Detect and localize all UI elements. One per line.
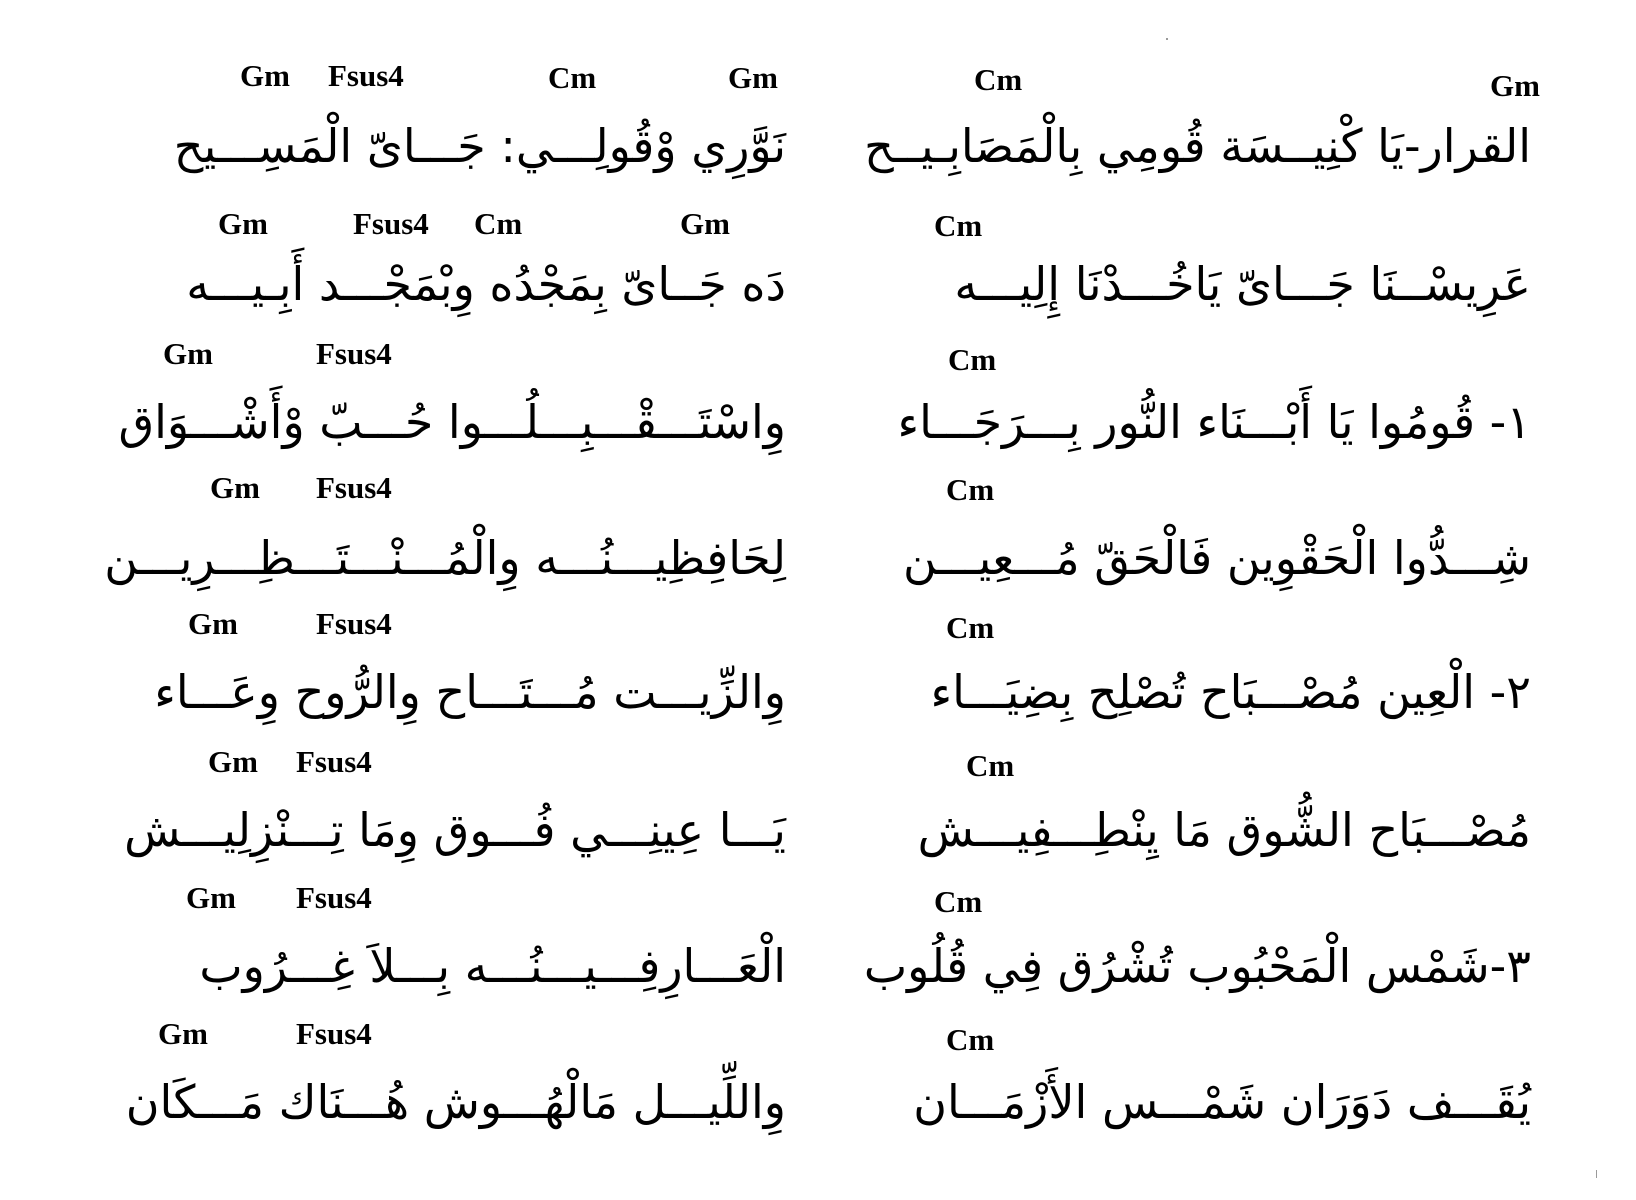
- chord-label: Fsus4: [316, 606, 392, 641]
- song-row: [0, 592, 1636, 724]
- scan-speck: [1596, 1170, 1597, 1178]
- chord-label: Fsus4: [296, 744, 372, 779]
- lyric-line-left: نَوَّرِي وْقُولِـــي: جَـــاىّ الْمَسِـــيح: [173, 119, 786, 173]
- chord-label: Cm: [934, 884, 983, 919]
- song-row: [0, 320, 1636, 452]
- song-row: [0, 728, 1636, 860]
- chord-label: Cm: [948, 342, 997, 377]
- chord-label: Fsus4: [296, 880, 372, 915]
- song-row: [0, 1000, 1636, 1132]
- chord-label: Gm: [240, 58, 290, 93]
- lyric-line-right: مُصْـــبَاح الشُّوق مَا يِنْطِـــفِيـــش: [917, 803, 1531, 857]
- lyric-line-right: شِـــدُّوا الْحَقْوِين فَالْحَقّ مُـــعِيـــن: [903, 531, 1531, 585]
- song-row: [0, 864, 1636, 996]
- chord-label: Cm: [946, 610, 995, 645]
- lyric-line-right: ٢- الْعِين مُصْـــبَاح تُصْلِح بِضِيَـــاء: [930, 665, 1531, 719]
- scan-speck: [1166, 38, 1168, 40]
- chord-label: Gm: [1490, 68, 1540, 103]
- chord-label: Gm: [680, 206, 730, 241]
- chord-label: Gm: [728, 60, 778, 95]
- chord-label: Cm: [474, 206, 523, 241]
- chord-label: Gm: [163, 336, 213, 371]
- lyric-line-right: عَرِيسْــنَا جَـــاىّ يَاخُـــدْنَا إِلِيـــه: [954, 257, 1531, 311]
- chord-label: Gm: [208, 744, 258, 779]
- song-row: [0, 184, 1636, 316]
- chord-label: Gm: [186, 880, 236, 915]
- lyric-line-left: لِحَافِظِيـــنُـــه وِالْمُـــنْـــتَـــظِـــرِيـــن: [104, 531, 786, 585]
- lyric-line-right: ٣-شَمْس الْمَحْبُوب تُشْرُق فِي قُلُوب: [863, 939, 1531, 993]
- chord-label: Fsus4: [296, 1016, 372, 1051]
- chord-label: Cm: [548, 60, 597, 95]
- lyric-line-right: القرار-يَا كْنِيــسَة قُومِي بِالْمَصَابِـيــح: [864, 119, 1531, 173]
- lyric-line-left: الْعَـــارِفِـــيـــنُـــه بِـــلاَ غِـــرُوب: [199, 939, 786, 993]
- chord-label: Gm: [188, 606, 238, 641]
- lyric-line-right: يُقَـــف دَوَرَان شَمْـــس الأَزْمَـــان: [913, 1075, 1531, 1129]
- song-row: [0, 456, 1636, 588]
- song-row: [0, 50, 1636, 182]
- chord-label: Fsus4: [353, 206, 429, 241]
- chord-label: Gm: [210, 470, 260, 505]
- chord-label: Cm: [946, 1022, 995, 1057]
- lyric-line-left: وِاسْتَـــقْـــبِـــلُـــوا حُـــبّ وْأَشْـــوَاق: [118, 395, 786, 449]
- chord-label: Cm: [974, 62, 1023, 97]
- chord-label: Gm: [158, 1016, 208, 1051]
- lyric-line-left: وِاللِّيـــل مَالْهُـــوش هُـــنَاك مَـــكَان: [125, 1075, 786, 1129]
- chord-label: Fsus4: [316, 336, 392, 371]
- lyric-line-right: ١- قُومُوا يَا أَبْـــنَاء النُّور بِـــرَجَـــاء: [897, 395, 1531, 449]
- chord-label: Fsus4: [316, 470, 392, 505]
- lyric-line-left: دَه جَــاىّ بِمَجْدُه وِبْمَجْـــد أَبِـيـــه: [186, 257, 786, 311]
- chord-label: Cm: [966, 748, 1015, 783]
- chord-label: Cm: [934, 208, 983, 243]
- lyric-line-left: يَـــا عِينِـــي فُـــوق وِمَا تِـــنْزِلِيـــش: [124, 803, 786, 857]
- chord-label: Fsus4: [328, 58, 404, 93]
- chord-label: Gm: [218, 206, 268, 241]
- lyric-line-left: وِالزِّيـــت مُـــتَـــاح وِالرُّوح وِعَـــاء: [154, 665, 786, 719]
- chord-label: Cm: [946, 472, 995, 507]
